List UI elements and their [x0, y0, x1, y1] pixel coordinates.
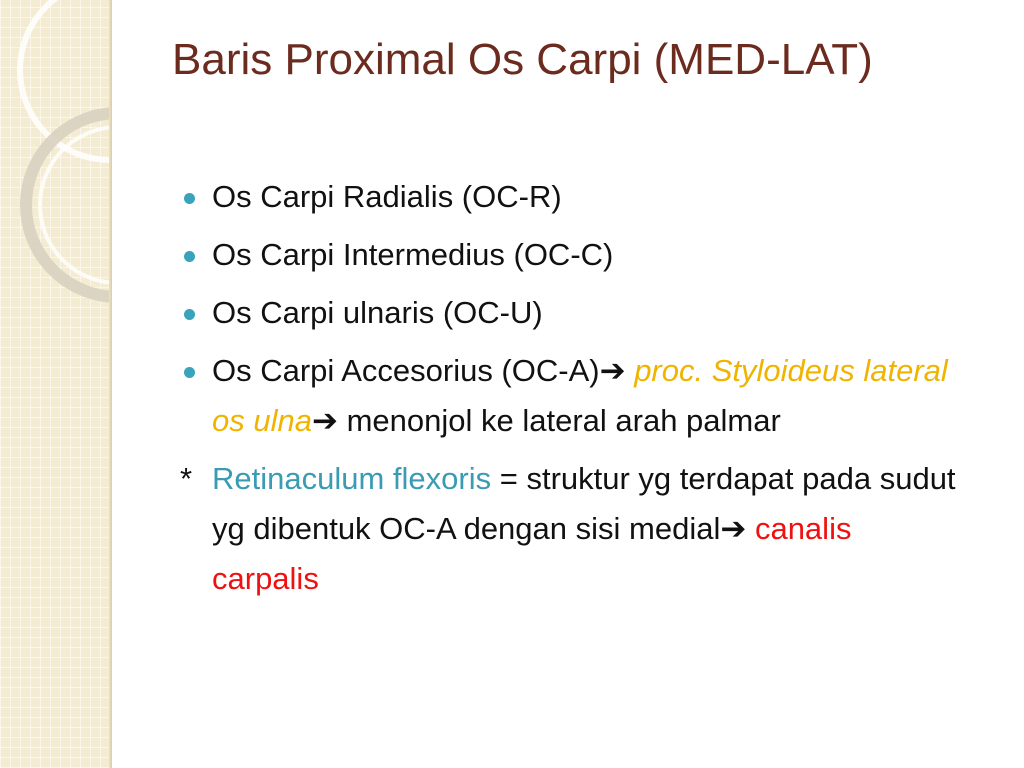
bullet-icon: [184, 367, 195, 378]
bullet-icon: [184, 309, 195, 320]
arrow-icon: ➔: [599, 353, 626, 388]
list-item: [182, 230, 962, 280]
slide-content: [182, 172, 962, 604]
highlight-text: proc. Styloideus lateral os ulna: [212, 353, 948, 438]
list-item: [182, 288, 962, 338]
item-text: Os Carpi Intermedius (OC-C): [212, 237, 614, 272]
decorative-sidebar: [0, 0, 112, 768]
result-text: canalis carpalis: [212, 511, 852, 596]
note-text: = struktur yg terdapat pada sudut yg dibentuk OC-A dengan sisi medial: [212, 461, 956, 546]
decorative-circles: [0, 0, 112, 768]
list-item: [182, 172, 962, 222]
arrow-icon: ➔: [720, 511, 747, 546]
item-text: Os Carpi Accesorius (OC-A): [212, 353, 600, 388]
list-item: [182, 346, 962, 446]
asterisk-marker: *: [180, 461, 193, 496]
item-text: Os Carpi ulnaris (OC-U): [212, 295, 543, 330]
item-text-continued: menonjol ke lateral arah palmar: [346, 403, 781, 438]
arrow-icon: ➔: [311, 403, 338, 438]
slide-title: Baris Proximal Os Carpi (MED-LAT): [172, 35, 873, 84]
term-text: Retinaculum flexoris: [212, 461, 492, 496]
bullet-icon: [184, 251, 195, 262]
item-text: Os Carpi Radialis (OC-R): [212, 179, 562, 214]
bullet-icon: [184, 193, 195, 204]
note-paragraph: [182, 454, 962, 604]
